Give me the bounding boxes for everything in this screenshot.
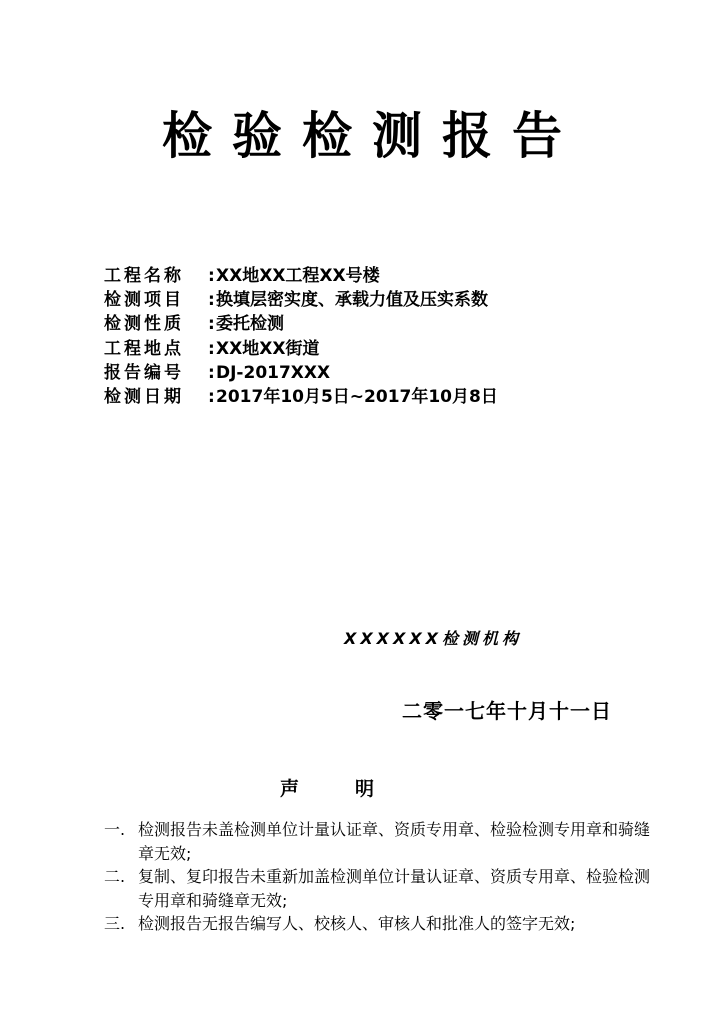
info-label: 工程名称 — [104, 266, 184, 286]
info-label: 报告编号 — [104, 362, 184, 383]
declaration-title — [280, 774, 374, 801]
info-colon: : — [208, 290, 215, 311]
info-colon: : — [208, 362, 215, 383]
organization-name: XXXXXX检测机构 — [344, 629, 523, 648]
info-colon: : — [208, 266, 215, 286]
info-row-test-date — [104, 385, 498, 409]
info-colon: : — [208, 314, 215, 335]
info-row-project-location — [104, 337, 498, 361]
issue-date: 二零一七年十月十一日 — [402, 699, 612, 723]
info-row-test-items — [104, 288, 498, 312]
declaration-title-left: 声 — [280, 778, 300, 800]
info-colon: : — [208, 338, 215, 359]
info-label: 检测日期 — [104, 386, 184, 407]
info-value: XX地XX工程XX号楼 — [216, 266, 380, 286]
declaration-item-number: 二. — [104, 867, 126, 886]
project-info — [104, 264, 498, 409]
info-row-project-name — [104, 264, 498, 288]
declaration-item — [104, 865, 664, 912]
declaration-list — [104, 818, 664, 936]
info-value: 2017年10月5日~2017年10月8日 — [216, 386, 498, 407]
declaration-item — [104, 912, 664, 936]
info-value: XX地XX街道 — [216, 338, 320, 359]
report-title: 检验检测报告 — [162, 107, 582, 165]
info-row-report-number — [104, 361, 498, 385]
info-label: 检测项目 — [104, 290, 184, 311]
info-label: 工程地点 — [104, 338, 184, 359]
info-value: DJ-2017XXX — [216, 362, 331, 383]
declaration-title-right: 明 — [355, 778, 375, 800]
declaration-item — [104, 818, 664, 865]
info-value: 委托检测 — [216, 314, 284, 335]
info-row-test-nature — [104, 312, 498, 336]
declaration-item-text: 检测报告无报告编写人、校核人、审核人和批准人的签字无效; — [138, 914, 576, 933]
info-colon: : — [208, 386, 215, 407]
declaration-item-number: 一. — [104, 820, 126, 839]
declaration-item-text: 复制、复印报告未重新加盖检测单位计量认证章、资质专用章、检验检测专用章和骑缝章无效; — [138, 867, 651, 910]
declaration-item-text: 检测报告未盖检测单位计量认证章、资质专用章、检验检测专用章和骑缝章无效; — [138, 820, 651, 863]
declaration-item-number: 三. — [104, 914, 126, 933]
info-value: 换填层密实度、承载力值及压实系数 — [216, 290, 488, 311]
info-label: 检测性质 — [104, 314, 184, 335]
